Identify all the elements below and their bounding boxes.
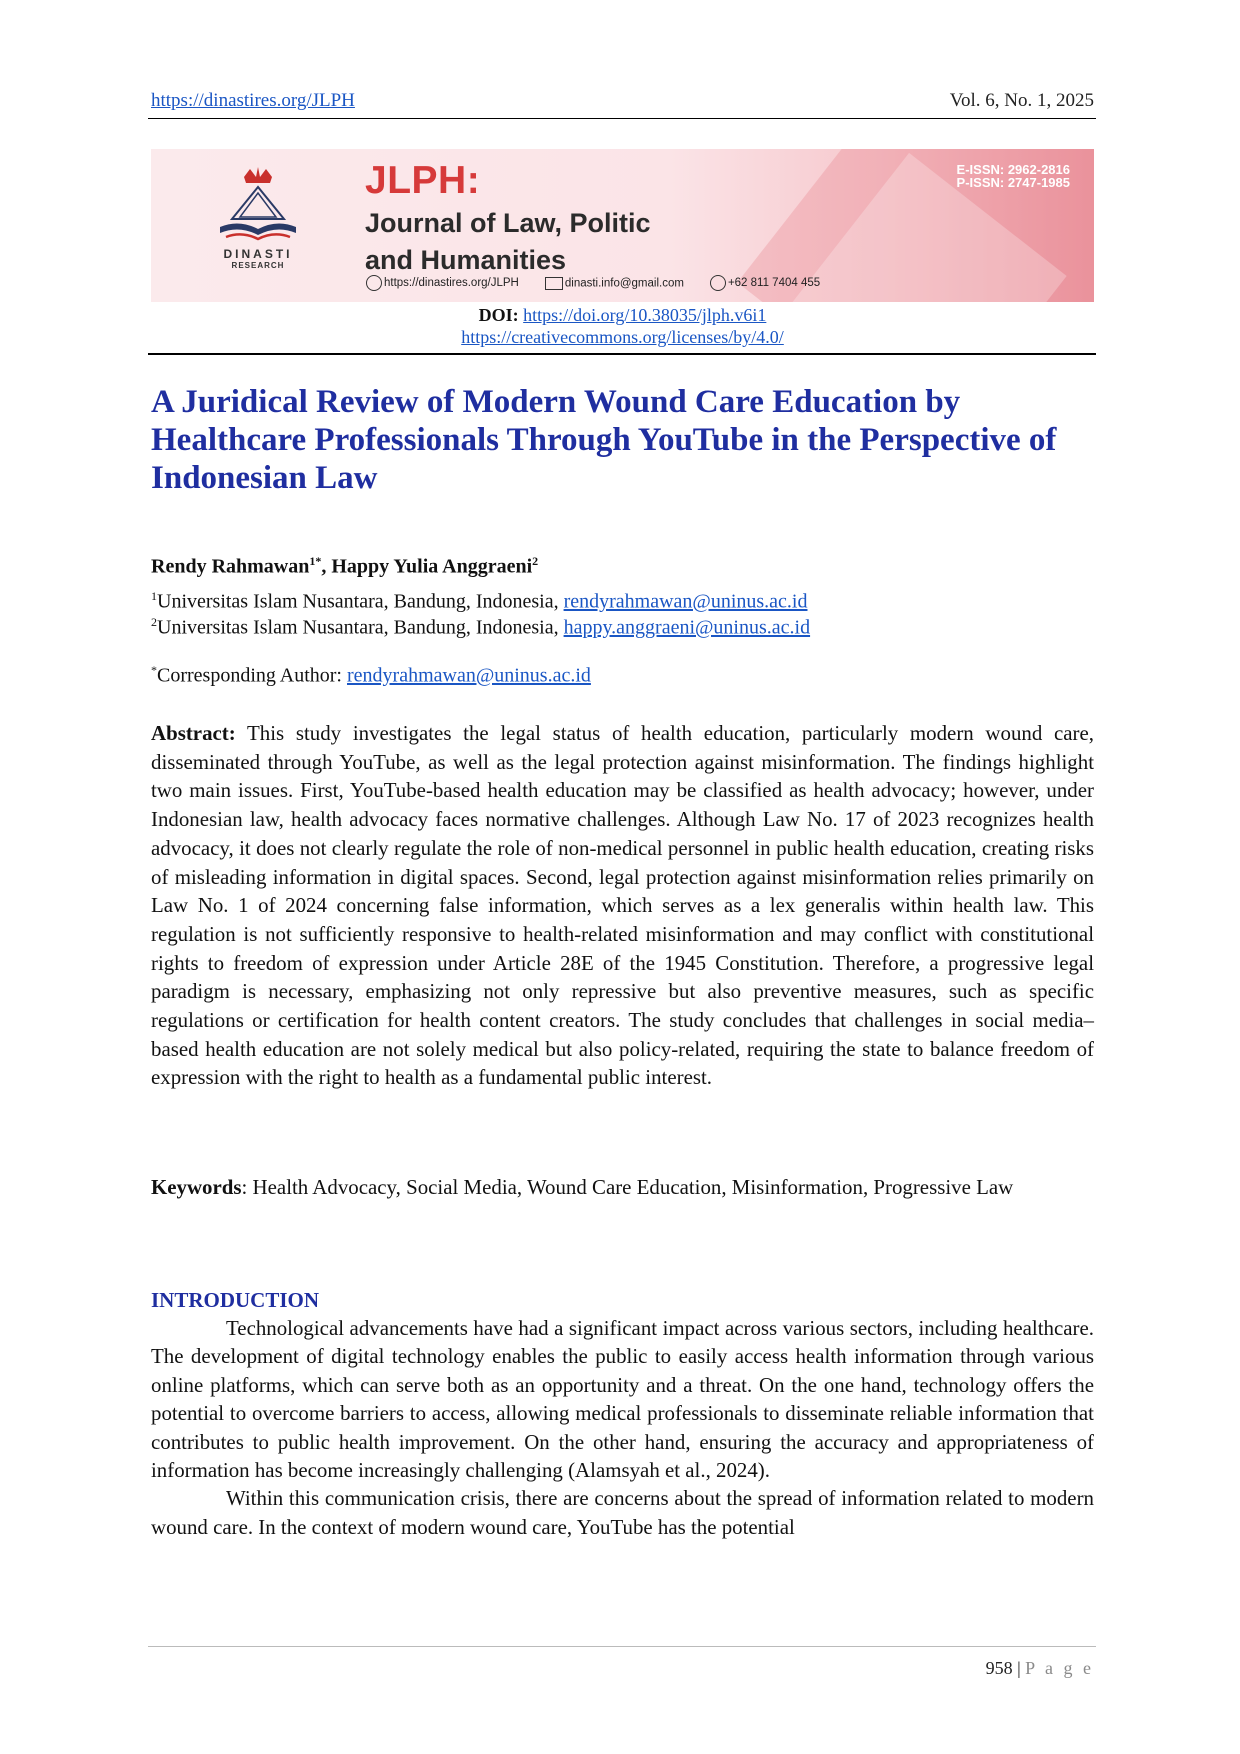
affiliation-1-text: Universitas Islam Nusantara, Bandung, Indonesia,	[157, 590, 564, 613]
introduction-heading: INTRODUCTION	[151, 1288, 320, 1312]
abstract	[151, 719, 1094, 1092]
doi-link[interactable]: https://doi.org/10.38035/jlph.v6i1	[523, 305, 767, 325]
contact-phone-text: +62 811 7404 455	[727, 277, 821, 290]
corresponding-label: Corresponding Author:	[157, 664, 347, 687]
volume-info: Vol. 6, No. 1, 2025	[949, 90, 1094, 111]
abstract-label: Abstract:	[151, 721, 236, 745]
affiliation-1-sup: 1	[151, 589, 157, 603]
contact-row	[366, 275, 820, 291]
crown-book-icon	[212, 167, 304, 245]
affiliation-1	[151, 589, 807, 614]
affiliation-2-sup: 2	[151, 615, 157, 629]
paper-title: A Juridical Review of Modern Wound Care Education by Healthcare Professionals Through YouTube in the Perspective of Indonesian Law	[151, 384, 1057, 496]
keywords-text: : Health Advocacy, Social Media, Wound Care Education, Misinformation, Progressive Law	[241, 1175, 1014, 1199]
doi-divider	[148, 353, 1096, 355]
logo-subword: RESEARCH	[231, 261, 285, 270]
contact-web	[366, 275, 519, 291]
intro-paragraph-2: Within this communication crisis, there are concerns about the spread of information related to modern wound care. In the context of modern wound care, YouTube has the potential	[151, 1486, 1094, 1539]
abstract-text: This study investigates the legal status of health education, particularly modern wound care, disseminated through YouTube, as well as the legal protection against misinformation. The findings highlight two main issues. First, YouTube-based health education may be classified as health advocacy; however, under Indonesian law, health advocacy faces normative challenges. Although Law No. 17 of 2023 recognizes health advocacy, it does not clearly regulate the role of non-medical personnel in public health education, creating risks of misleading information in digital spaces. Second, legal protection against misinformation relies primarily on Law No. 1 of 2024 concerning false information, which serves as a lex generalis within health law. This regulation is not sufficiently responsive to health-related misinformation and may conflict with constitutional rights to freedom of expression under Article 28E of the 1945 Constitution. Therefore, a progressive legal paradigm is necessary, emphasizing not only repressive but also preventive measures, such as specific regulations or certification for health content creators. The study concludes that challenges in social media–based health education are not solely medical but also policy-related, requiring the state to balance freedom of expression with the right to health as a fundamental public interest.	[151, 721, 1094, 1090]
header-divider	[148, 118, 1096, 119]
author-2: Happy Yulia Anggraeni	[331, 555, 533, 578]
journal-acronym: JLPH:	[365, 159, 481, 202]
contact-email	[545, 277, 684, 290]
journal-banner	[151, 149, 1094, 302]
issn-block	[957, 163, 1070, 189]
doi-block	[151, 304, 1094, 348]
contact-phone	[710, 275, 820, 291]
author-2-sup: 2	[532, 554, 539, 568]
contact-email-text: dinasti.info@gmail.com	[564, 277, 684, 290]
footer-divider	[148, 1646, 1096, 1647]
pissn: P-ISSN: 2747-1985	[956, 175, 1070, 190]
globe-icon	[366, 275, 382, 291]
page-separator: |	[1012, 1658, 1026, 1678]
contact-web-text: https://dinastires.org/JLPH	[384, 277, 519, 290]
author-line	[151, 554, 538, 579]
page-number: 958	[985, 1658, 1013, 1678]
corresponding-email[interactable]: rendyrahmawan@uninus.ac.id	[347, 664, 591, 687]
journal-name-line2: and Humanities	[365, 245, 567, 275]
logo-word: DINASTI	[223, 247, 293, 261]
corresponding-sup: *	[151, 663, 157, 677]
page-word: P a g e	[1025, 1658, 1094, 1678]
doi-label: DOI:	[478, 305, 519, 325]
author-1-sup: 1*	[309, 554, 322, 568]
author-separator: ,	[321, 555, 332, 578]
dinasti-logo	[203, 167, 313, 287]
page-header	[151, 88, 1094, 116]
journal-name	[365, 205, 651, 279]
affiliation-2	[151, 615, 810, 640]
author-1: Rendy Rahmawan	[151, 555, 310, 578]
affiliation-2-email[interactable]: happy.anggraeni@uninus.ac.id	[563, 616, 811, 639]
corresponding-author	[151, 663, 591, 688]
whatsapp-icon	[710, 275, 726, 291]
intro-paragraph-1: Technological advancements have had a significant impact across various sectors, including healthcare. The development of digital technology enables the public to easily access health information through various online platforms, which can serve both as an opportunity and a threat. On the one hand, technology offers the potential to overcome barriers to access, allowing medical professionals to disseminate reliable information that contributes to public health improvement. On the other hand, ensuring the accuracy and appropriateness of information has become increasingly challenging (Alamsyah et al., 2024).	[151, 1316, 1094, 1483]
mail-icon	[545, 277, 563, 290]
eissn: E-ISSN: 2962-2816	[956, 162, 1070, 177]
journal-name-line1: Journal of Law, Politic	[365, 208, 651, 238]
keywords	[151, 1173, 1094, 1202]
affiliation-1-email[interactable]: rendyrahmawan@uninus.ac.id	[563, 590, 808, 613]
introduction-body	[151, 1314, 1094, 1541]
license-link[interactable]: https://creativecommons.org/licenses/by/4.0/	[461, 327, 784, 347]
journal-url-link[interactable]: https://dinastires.org/JLPH	[151, 90, 355, 111]
keywords-label: Keywords	[151, 1175, 242, 1199]
page-footer	[986, 1658, 1094, 1679]
affiliation-2-text: Universitas Islam Nusantara, Bandung, Indonesia,	[157, 616, 564, 639]
